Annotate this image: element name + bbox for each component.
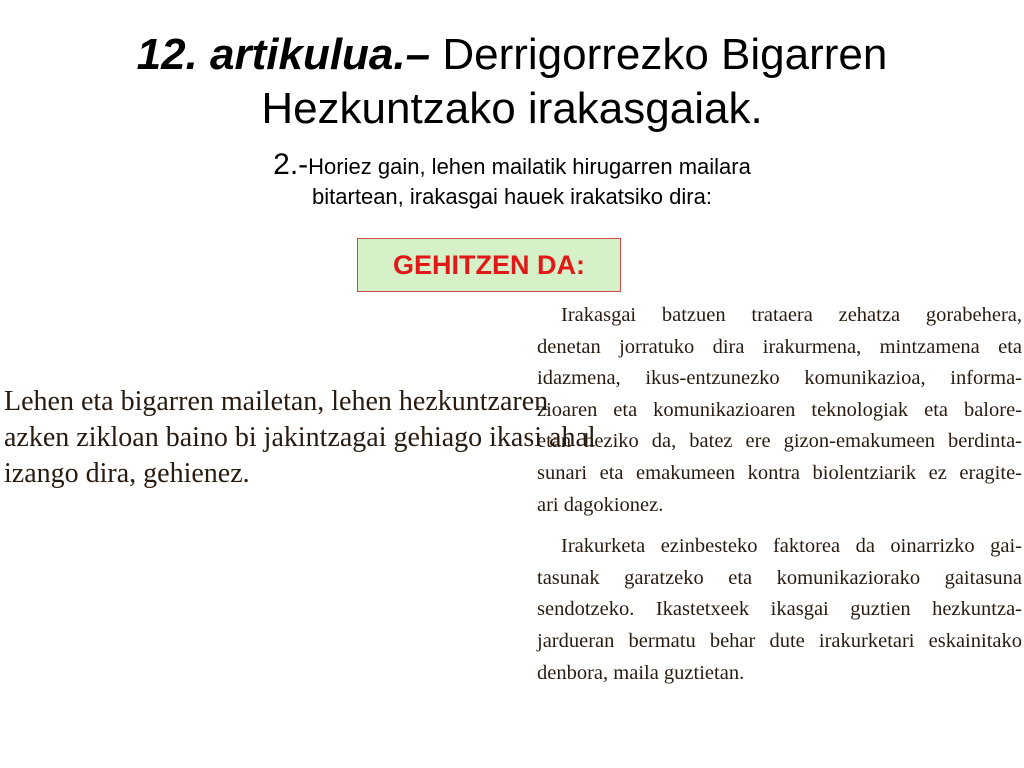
subtitle-line1: Horiez gain, lehen mailatik hirugarren mailara	[308, 154, 751, 179]
paragraph-line: etan heziko da, batez ere gizon-emakumeen berdinta-	[537, 430, 1022, 453]
paragraph-line: tasunak garatzeko eta komunikaziorako gaitasuna	[537, 566, 1022, 589]
paragraph-line: denetan jorratuko dira irakurmena, mintzamena eta	[537, 335, 1022, 358]
page-title	[0, 28, 1024, 136]
paragraph-line: Irakasgai batzuen trataera zehatza gorabehera,	[561, 304, 1022, 326]
excerpt-line: azken zikloan baino bi jakintzagai gehiago ikasi ahal	[4, 422, 596, 453]
paragraph-line: sendotzeko. Ikastetxeek ikasgai guztien hezkuntza-	[537, 598, 1022, 621]
paragraph-line: jardueran bermatu behar dute irakurketari eskainitako	[537, 629, 1022, 652]
paragraph-line: idazmena, ikus-entzunezko komunikazioa, informa-	[537, 367, 1022, 390]
title-text-line2: Hezkuntzako irakasgaiak.	[261, 84, 763, 133]
article-number: 12. artikulua.–	[136, 30, 431, 79]
title-text-line1: Derrigorrezko Bigarren	[430, 30, 888, 79]
paragraph-line: zioaren eta komunikazioaren teknologiak eta balore-	[537, 398, 1022, 421]
original-text-excerpt	[4, 384, 596, 492]
added-paragraph-1	[537, 300, 1022, 521]
excerpt-line: Lehen eta bigarren mailetan, lehen hezkuntzaren	[4, 386, 549, 417]
added-paragraph-2	[537, 531, 1022, 689]
subtitle-line2: bitartean, irakasgai hauek irakatsiko dira:	[312, 184, 712, 209]
added-badge: GEHITZEN DA:	[357, 238, 621, 292]
paragraph-line: ari dagokionez.	[537, 493, 664, 516]
added-text-excerpt	[537, 300, 1022, 699]
paragraph-line: denbora, maila guztietan.	[537, 661, 745, 684]
subtitle	[0, 150, 1024, 212]
subtitle-number: 2.-	[273, 148, 309, 181]
excerpt-line: izango dira, gehienez.	[4, 458, 250, 489]
paragraph-line: sunari eta emakumeen kontra biolentziarik ez eragite-	[537, 461, 1022, 484]
paragraph-line: Irakurketa ezinbesteko faktorea da oinarrizko gai-	[561, 535, 1022, 558]
